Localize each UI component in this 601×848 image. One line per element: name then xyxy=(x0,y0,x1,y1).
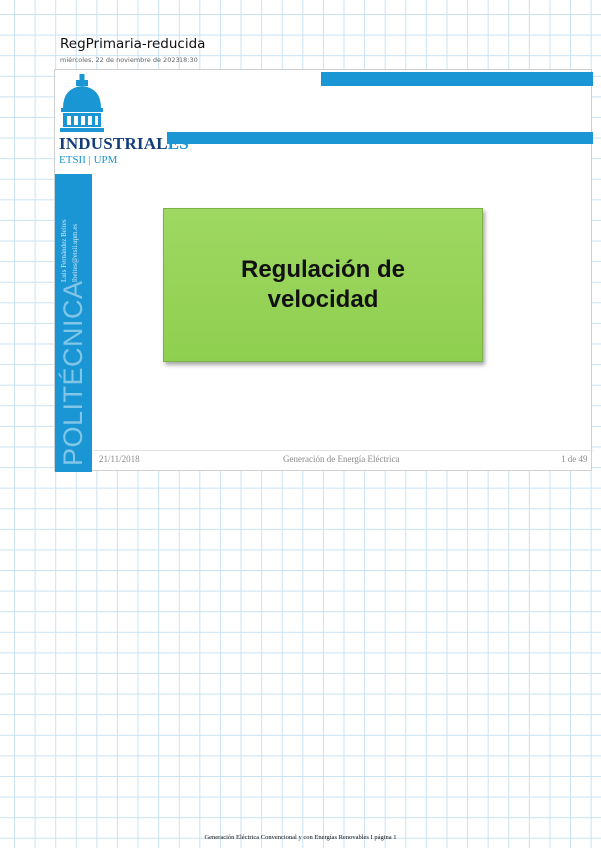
slide-header-bar xyxy=(167,132,593,144)
note-time: 18:30 xyxy=(179,56,198,64)
page-footer: Generación Eléctrica Convencional y con Energías Renovables I página 1 xyxy=(204,834,397,841)
slide-footer-page-number: 1 de 49 xyxy=(561,454,588,464)
slide xyxy=(54,69,592,471)
slide-footer-course: Generación de Energía Eléctrica xyxy=(283,454,400,464)
note-title: RegPrimaria-reducida xyxy=(60,36,206,52)
logo-wordmark: INDUSTRIALES xyxy=(59,134,189,153)
slide-top-bar xyxy=(321,72,593,86)
author-email: lbeites@etsii.upm.es xyxy=(71,223,79,282)
author-name: Luis Fernández Beites xyxy=(60,219,68,282)
slide-footer-date: 21/11/2018 xyxy=(99,454,140,464)
slide-title-box xyxy=(163,208,483,362)
logo-subtitle: ETSII | UPM xyxy=(59,154,118,166)
footer-divider xyxy=(93,450,593,451)
note-date: miércoles, 22 de noviembre de 2023 xyxy=(60,56,180,64)
dome-icon xyxy=(57,72,107,134)
sidebar-watermark: POLITÉCNICA xyxy=(58,280,88,466)
slide-title: Regulación de velocidad xyxy=(240,256,406,313)
